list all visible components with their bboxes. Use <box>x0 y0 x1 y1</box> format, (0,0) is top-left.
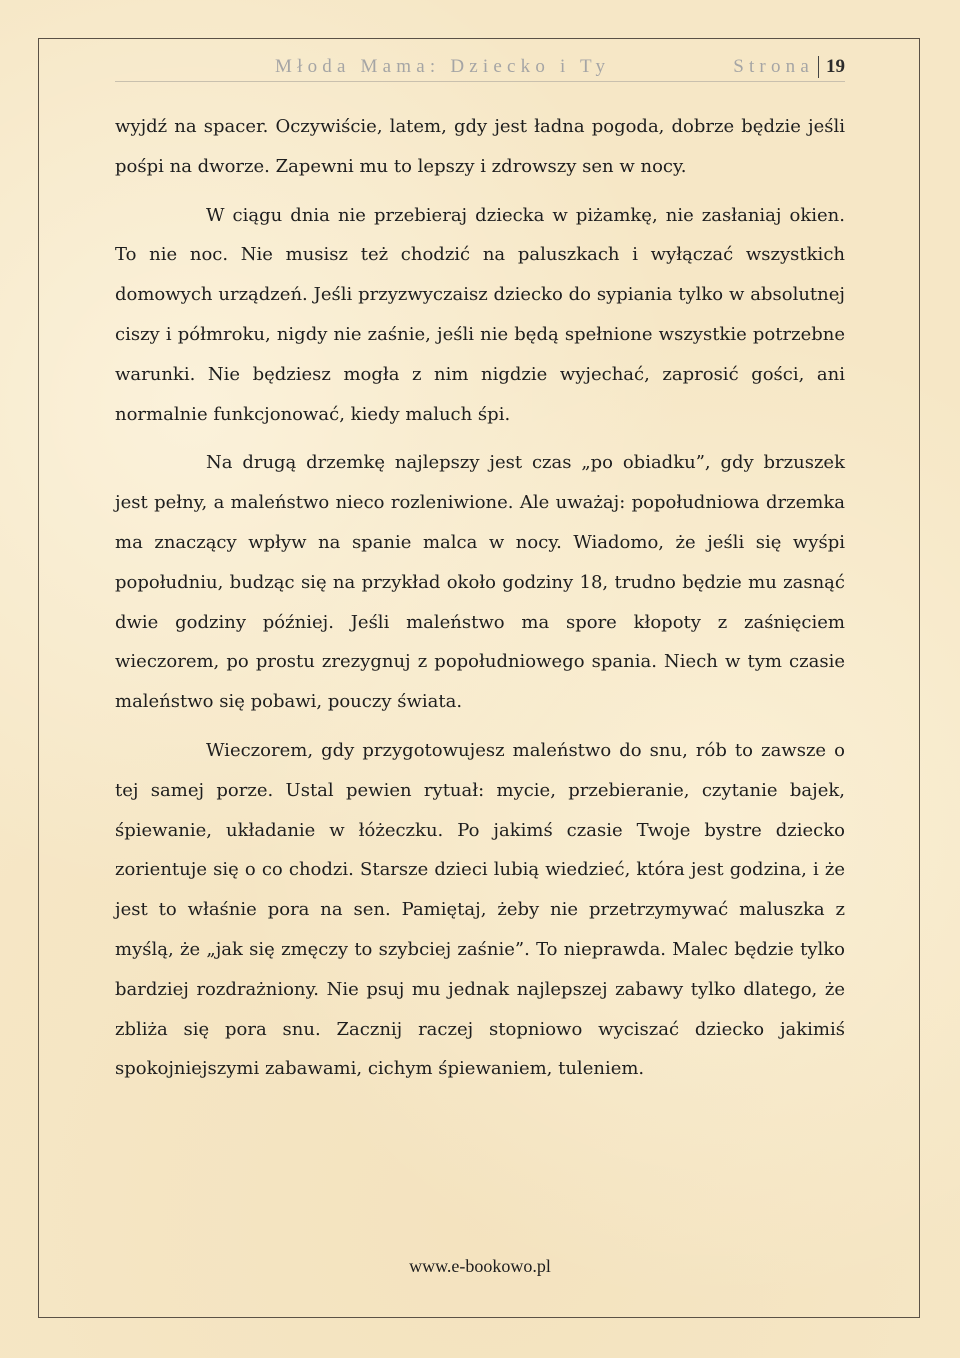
paragraph-2: W ciągu dnia nie przebieraj dziecka w piżamkę, nie zasłaniaj okien. To nie noc. Nie musisz też chodzić na paluszkach i wyłączać wszystkich domowych urządzeń. Jeśli przyzwyczaisz dziecko do sypiania tylko w absolutnej ciszy i półmroku, nigdy nie zaśnie, jeśli nie będą spełnione wszystkie potrzebne warunki. Nie będziesz mogła z nim nigdzie wyjechać, zaprosić gości, ani normalnie funkcjonować, kiedy maluch śpi. <box>115 204 845 425</box>
header-page-indicator <box>733 56 845 78</box>
footer-url: www.e-bookowo.pl <box>409 1256 551 1276</box>
body-text <box>115 107 845 1089</box>
header-title: Młoda Mama: Dziecko i Ty <box>275 56 611 77</box>
paragraph-1: wyjdź na spacer. Oczywiście, latem, gdy jest ładna pogoda, dobrze będzie jeśli pośpi na dworze. Zapewni mu to lepszy i zdrowszy sen w nocy. <box>115 116 845 177</box>
header-separator <box>818 56 819 78</box>
paragraph-3: Na drugą drzemkę najlepszy jest czas „po obiadku”, gdy brzuszek jest pełny, a maleństwo nieco rozleniwione. Ale uważaj: popołudniowa drzemka ma znaczący wpływ na spanie malca w nocy. Wiadomo, że jeśli się wyśpi popołudniu, budząc się na przykład około godziny 18, trudno będzie mu zasnąć dwie godziny później. Jeśli maleństwo ma spore kłopoty z zaśnięciem wieczorem, po prostu zrezygnuj z popołudniowego spania. Niech w tym czasie maleństwo się pobawi, pouczy świata. <box>115 452 845 713</box>
paragraph-4: Wieczorem, gdy przygotowujesz maleństwo do snu, rób to zawsze o tej samej porze. Ustal pewien rytuał: mycie, przebieranie, czytanie bajek, śpiewanie, układanie w łóżeczku. Po jakimś czasie Twoje bystre dziecko zorientuje się o co chodzi. Starsze dzieci lubią wiedzieć, która jest godzina, i że jest to właśnie pora na sen. Pamiętaj, żeby nie przetrzymywać maluszka z myślą, że „jak się zmęczy to szybciej zaśnie”. To nieprawda. Malec będzie tylko bardziej rozdrażniony. Nie psuj mu jednak najlepszej zabawy tylko dlatego, że zbliża się pora snu. Zacznij raczej stopniowo wyciszać dziecko jakimiś spokojniejszymi zabawami, cichym śpiewaniem, tuleniem. <box>115 739 845 1080</box>
page-header <box>115 54 845 82</box>
page-number: 19 <box>826 56 845 77</box>
header-page-label: Strona <box>733 56 814 77</box>
